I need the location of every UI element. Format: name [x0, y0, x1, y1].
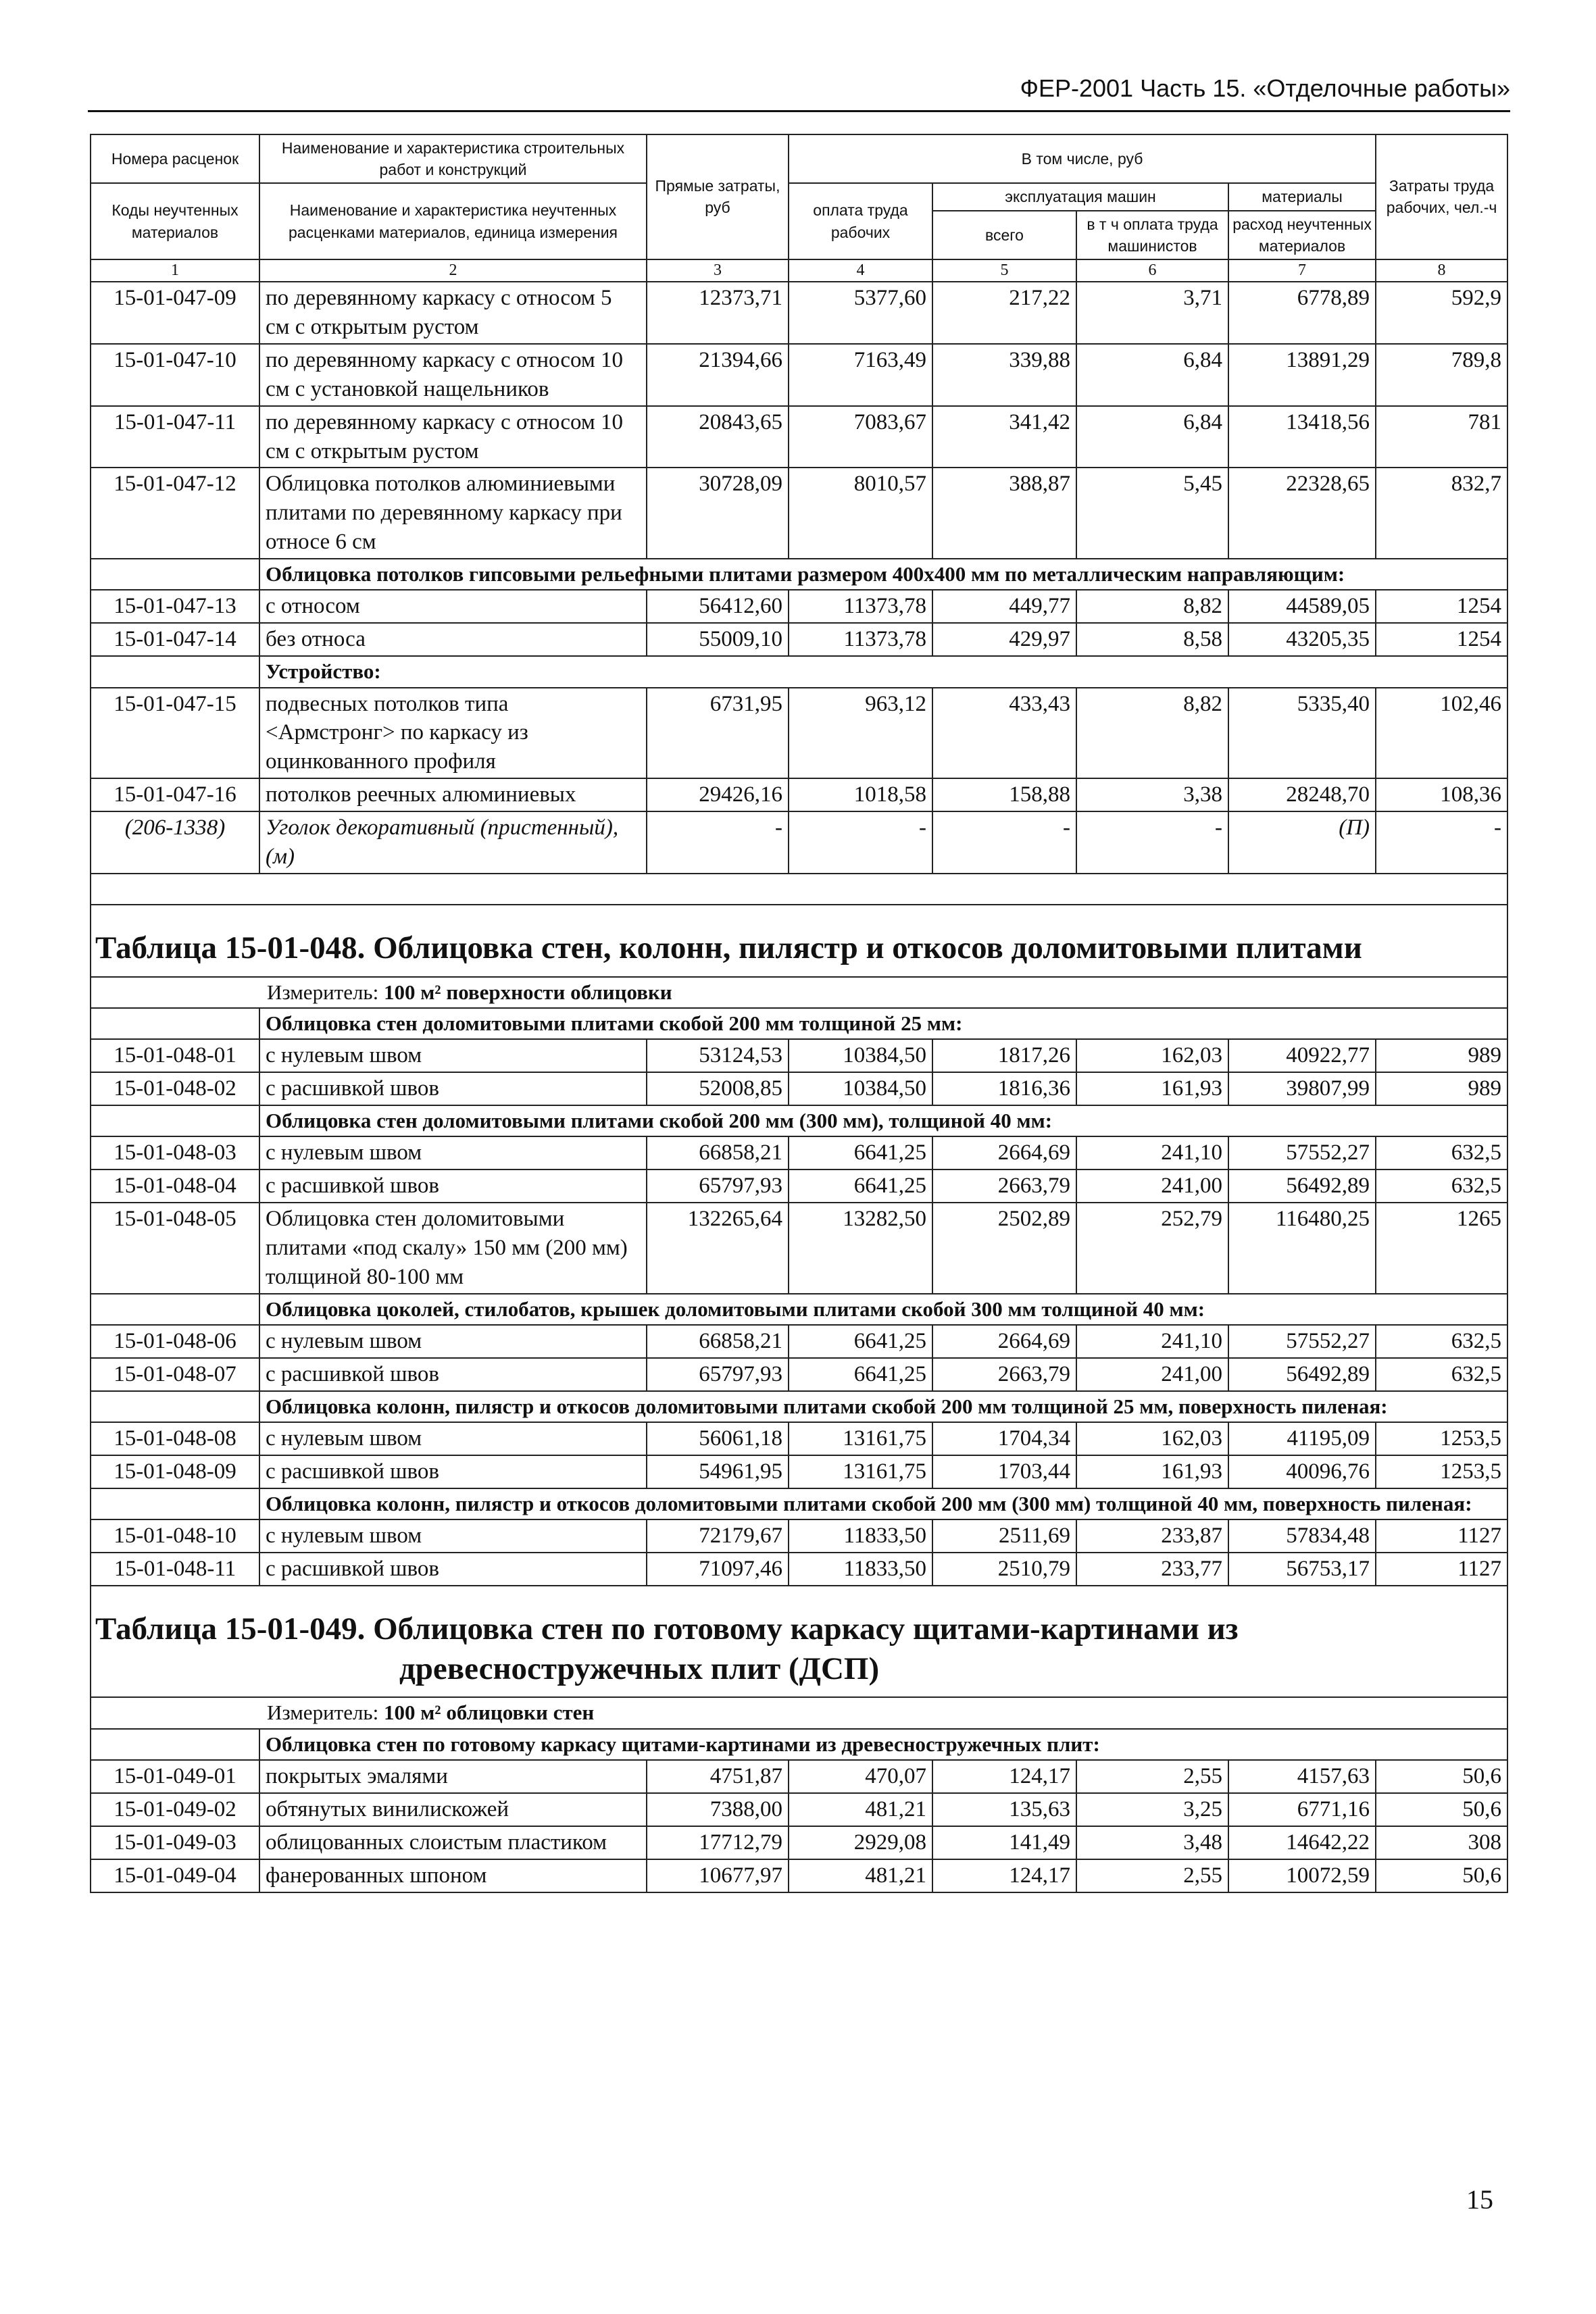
rate-code: 15-01-049-01 — [91, 1760, 259, 1793]
cost-value: 429,97 — [932, 623, 1076, 656]
cost-value: 7083,67 — [789, 406, 932, 468]
cost-value: 65797,93 — [647, 1358, 789, 1391]
cost-value: 1253,5 — [1376, 1422, 1507, 1455]
table-row — [91, 688, 1507, 779]
measure-label: Измеритель: — [267, 1701, 379, 1725]
rate-code: 15-01-048-04 — [91, 1169, 259, 1203]
cost-value: 4751,87 — [647, 1760, 789, 1793]
work-name: с относом — [259, 590, 647, 623]
rate-code: 15-01-048-11 — [91, 1553, 259, 1586]
cost-value: 56412,60 — [647, 590, 789, 623]
page-header: ФЕР-2001 Часть 15. «Отделочные работы» — [1020, 74, 1510, 102]
spacer — [91, 874, 1507, 905]
cost-value: 44589,05 — [1228, 590, 1376, 623]
cost-value: 388,87 — [932, 468, 1076, 559]
cost-value: 13891,29 — [1228, 344, 1376, 406]
cost-value: 124,17 — [932, 1760, 1076, 1793]
cost-value: 158,88 — [932, 778, 1076, 811]
cost-value: 632,5 — [1376, 1325, 1507, 1358]
rate-code: 15-01-049-03 — [91, 1826, 259, 1859]
table-row — [91, 1455, 1507, 1488]
cost-value: 13418,56 — [1228, 406, 1376, 468]
rate-code: 15-01-048-07 — [91, 1358, 259, 1391]
cost-value: 57552,27 — [1228, 1325, 1376, 1358]
cost-value: - — [789, 811, 932, 874]
cost-value: 57834,48 — [1228, 1519, 1376, 1553]
table-row — [91, 1039, 1507, 1072]
cost-value: 71097,46 — [647, 1553, 789, 1586]
blank-cell — [91, 559, 259, 590]
col-header-labor: Затраты труда рабочих, чел.-ч — [1376, 134, 1507, 259]
blank-cell — [91, 1008, 259, 1039]
cost-value: 241,10 — [1076, 1325, 1228, 1358]
measure-value: 100 м² облицовки стен — [383, 1701, 595, 1725]
section-heading: Облицовка потолков гипсовыми рельефными плитами размером 400х400 мм по металлическим направляющим: — [259, 559, 1507, 590]
blank-cell — [91, 1488, 259, 1519]
table-row — [91, 590, 1507, 623]
cost-value: 2510,79 — [932, 1553, 1076, 1586]
cost-value: 11373,78 — [789, 623, 932, 656]
cost-value: 6,84 — [1076, 406, 1228, 468]
cost-value: (П) — [1228, 811, 1376, 874]
rate-code: 15-01-048-03 — [91, 1136, 259, 1169]
cost-value: 6771,16 — [1228, 1793, 1376, 1826]
cost-value: 8010,57 — [789, 468, 932, 559]
cost-value: 8,58 — [1076, 623, 1228, 656]
rate-code: 15-01-049-02 — [91, 1793, 259, 1826]
cost-value: - — [647, 811, 789, 874]
cost-value: 43205,35 — [1228, 623, 1376, 656]
table-title-line: древесностружечных плит (ДСП) — [399, 1651, 880, 1686]
work-name: по деревянному каркасу с относом 10 см с открытым рустом — [259, 406, 647, 468]
cost-value: 41195,09 — [1228, 1422, 1376, 1455]
table-row — [91, 406, 1507, 468]
cost-value: 2663,79 — [932, 1358, 1076, 1391]
cost-value: 2663,79 — [932, 1169, 1076, 1203]
cost-value: 39807,99 — [1228, 1072, 1376, 1105]
table-row — [91, 344, 1507, 406]
col-header-operators-wages: в т ч оплата труда машинистов — [1076, 211, 1228, 259]
column-number: 4 — [789, 259, 932, 282]
section-heading: Облицовка стен доломитовыми плитами скобой 200 мм (300 мм), толщиной 40 мм: — [259, 1105, 1507, 1136]
table-row — [91, 1358, 1507, 1391]
table-row — [91, 778, 1507, 811]
table-row — [91, 1072, 1507, 1105]
column-number: 2 — [259, 259, 647, 282]
work-name: без относа — [259, 623, 647, 656]
work-name: по деревянному каркасу с относом 10 см с установкой нащельников — [259, 344, 647, 406]
col-header-group: В том числе, руб — [789, 134, 1376, 183]
cost-value: 161,93 — [1076, 1455, 1228, 1488]
cost-value: 13282,50 — [789, 1203, 932, 1294]
measure — [91, 977, 1507, 1008]
work-name: с расшивкой швов — [259, 1072, 647, 1105]
cost-value: 40096,76 — [1228, 1455, 1376, 1488]
rate-code: 15-01-047-11 — [91, 406, 259, 468]
table-row — [91, 1422, 1507, 1455]
work-name: Облицовка потолков алюминиевыми плитами по деревянному каркасу при относе 6 см — [259, 468, 647, 559]
cost-value: 6641,25 — [789, 1358, 932, 1391]
cost-value: 1703,44 — [932, 1455, 1076, 1488]
cost-value: 470,07 — [789, 1760, 932, 1793]
cost-value: 66858,21 — [647, 1136, 789, 1169]
rate-code: 15-01-048-08 — [91, 1422, 259, 1455]
col-header-direct-costs: Прямые затраты, руб — [647, 134, 789, 259]
cost-value: 1817,26 — [932, 1039, 1076, 1072]
cost-value: 56753,17 — [1228, 1553, 1376, 1586]
cost-value: 57552,27 — [1228, 1136, 1376, 1169]
cost-value: 116480,25 — [1228, 1203, 1376, 1294]
table-row — [91, 1826, 1507, 1859]
measure-row — [91, 977, 1507, 1008]
cost-value: 6,84 — [1076, 344, 1228, 406]
section-heading-row — [91, 1294, 1507, 1325]
cost-value: 29426,16 — [647, 778, 789, 811]
cost-value: 28248,70 — [1228, 778, 1376, 811]
cost-value: 54961,95 — [647, 1455, 789, 1488]
cost-value: 1127 — [1376, 1553, 1507, 1586]
rate-code: (206-1338) — [91, 811, 259, 874]
cost-value: 10072,59 — [1228, 1859, 1376, 1892]
table-row — [91, 468, 1507, 559]
work-name: фанерованных шпоном — [259, 1859, 647, 1892]
cost-value: 341,42 — [932, 406, 1076, 468]
measure-row — [91, 1697, 1507, 1728]
blank-cell — [91, 1294, 259, 1325]
section-heading: Облицовка стен по готовому каркасу щитами-картинами из древесностружечных плит: — [259, 1729, 1507, 1760]
table-row — [91, 1325, 1507, 1358]
cost-value: 632,5 — [1376, 1358, 1507, 1391]
blank-cell — [91, 1391, 259, 1422]
col-header-material-use: расход неучтенных материалов — [1228, 211, 1376, 259]
cost-value: - — [932, 811, 1076, 874]
cost-value: 12373,71 — [647, 282, 789, 344]
cost-value: 162,03 — [1076, 1422, 1228, 1455]
cost-value: 308 — [1376, 1826, 1507, 1859]
cost-value: 632,5 — [1376, 1169, 1507, 1203]
cost-value: 3,48 — [1076, 1826, 1228, 1859]
table-row — [91, 1203, 1507, 1294]
work-name: с расшивкой швов — [259, 1358, 647, 1391]
rate-code: 15-01-048-09 — [91, 1455, 259, 1488]
cost-value: 2664,69 — [932, 1136, 1076, 1169]
cost-value: 1704,34 — [932, 1422, 1076, 1455]
cost-value: 8,82 — [1076, 590, 1228, 623]
rate-code: 15-01-048-06 — [91, 1325, 259, 1358]
spacer-row — [91, 874, 1507, 905]
cost-value: 7163,49 — [789, 344, 932, 406]
cost-value: 10384,50 — [789, 1039, 932, 1072]
section-heading: Облицовка стен доломитовыми плитами скобой 200 мм толщиной 25 мм: — [259, 1008, 1507, 1039]
cost-value: 1254 — [1376, 623, 1507, 656]
work-name: подвесных потолков типа <Армстронг> по каркасу из оцинкованного профиля — [259, 688, 647, 779]
section-heading-row — [91, 656, 1507, 687]
cost-value: 781 — [1376, 406, 1507, 468]
cost-value: 1254 — [1376, 590, 1507, 623]
header-rule — [88, 110, 1510, 112]
cost-value: 2,55 — [1076, 1760, 1228, 1793]
cost-value: 8,82 — [1076, 688, 1228, 779]
rate-code: 15-01-049-04 — [91, 1859, 259, 1892]
work-name: Уголок декоративный (пристенный), (м) — [259, 811, 647, 874]
cost-value: 55009,10 — [647, 623, 789, 656]
cost-value: - — [1076, 811, 1228, 874]
cost-value: 50,6 — [1376, 1859, 1507, 1892]
col-header-materials: материалы — [1228, 183, 1376, 210]
col-header-material-name: Наименование и характеристика неучтенных расценками материалов, единица измерения — [259, 183, 647, 259]
measure-value: 100 м² поверхности облицовки — [383, 980, 672, 1004]
cost-value: 11373,78 — [789, 590, 932, 623]
cost-value: 481,21 — [789, 1859, 932, 1892]
cost-value: 13161,75 — [789, 1455, 932, 1488]
rate-code: 15-01-048-05 — [91, 1203, 259, 1294]
cost-value: 6641,25 — [789, 1169, 932, 1203]
cost-value: 52008,85 — [647, 1072, 789, 1105]
measure — [91, 1697, 1507, 1728]
cost-value: 30728,09 — [647, 468, 789, 559]
cost-value: 11833,50 — [789, 1519, 932, 1553]
table-title-line: Таблица 15-01-048. Облицовка стен, колонн, пилястр и откосов доломитовыми плитами — [95, 930, 1362, 965]
cost-value: 17712,79 — [647, 1826, 789, 1859]
cost-value: 124,17 — [932, 1859, 1076, 1892]
cost-value: 789,8 — [1376, 344, 1507, 406]
cost-value: 40922,77 — [1228, 1039, 1376, 1072]
cost-value: 66858,21 — [647, 1325, 789, 1358]
cost-value: 1018,58 — [789, 778, 932, 811]
table-row — [91, 1760, 1507, 1793]
cost-value: 72179,67 — [647, 1519, 789, 1553]
cost-value: 963,12 — [789, 688, 932, 779]
table-row — [91, 1859, 1507, 1892]
table-row — [91, 282, 1507, 344]
section-heading-row — [91, 1391, 1507, 1422]
col-header-codes: Номера расценок — [91, 134, 259, 183]
cost-value: 339,88 — [932, 344, 1076, 406]
rate-code: 15-01-047-15 — [91, 688, 259, 779]
cost-value: 1816,36 — [932, 1072, 1076, 1105]
cost-value: 233,77 — [1076, 1553, 1228, 1586]
cost-value: 7388,00 — [647, 1793, 789, 1826]
cost-value: 989 — [1376, 1072, 1507, 1105]
cost-value: 3,38 — [1076, 778, 1228, 811]
column-number: 3 — [647, 259, 789, 282]
cost-value: 3,25 — [1076, 1793, 1228, 1826]
cost-value: 3,71 — [1076, 282, 1228, 344]
work-name: облицованных слоистым пластиком — [259, 1826, 647, 1859]
rate-code: 15-01-047-10 — [91, 344, 259, 406]
cost-value: - — [1376, 811, 1507, 874]
cost-value: 132265,64 — [647, 1203, 789, 1294]
section-heading: Облицовка колонн, пилястр и откосов доломитовыми плитами скобой 200 мм толщиной 25 мм, поверхность пиленая: — [259, 1391, 1507, 1422]
cost-value: 989 — [1376, 1039, 1507, 1072]
cost-value: 481,21 — [789, 1793, 932, 1826]
cost-value: 20843,65 — [647, 406, 789, 468]
cost-value: 50,6 — [1376, 1793, 1507, 1826]
table-row — [91, 1519, 1507, 1553]
cost-value: 14642,22 — [1228, 1826, 1376, 1859]
section-heading: Устройство: — [259, 656, 1507, 687]
section-heading-row — [91, 1488, 1507, 1519]
rate-code: 15-01-047-09 — [91, 282, 259, 344]
work-name: с расшивкой швов — [259, 1553, 647, 1586]
col-header-name: Наименование и характеристика строительных работ и конструкций — [259, 134, 647, 183]
cost-value: 11833,50 — [789, 1553, 932, 1586]
column-number: 8 — [1376, 259, 1507, 282]
cost-value: 2664,69 — [932, 1325, 1076, 1358]
rate-code: 15-01-047-12 — [91, 468, 259, 559]
cost-value: 141,49 — [932, 1826, 1076, 1859]
cost-value: 6641,25 — [789, 1136, 932, 1169]
rates-table — [90, 134, 1508, 1893]
work-name: с нулевым швом — [259, 1519, 647, 1553]
cost-value: 56061,18 — [647, 1422, 789, 1455]
cost-value: 2502,89 — [932, 1203, 1076, 1294]
section-heading-row — [91, 559, 1507, 590]
cost-value: 1253,5 — [1376, 1455, 1507, 1488]
column-number: 1 — [91, 259, 259, 282]
cost-value: 162,03 — [1076, 1039, 1228, 1072]
work-name: с расшивкой швов — [259, 1455, 647, 1488]
cost-value: 22328,65 — [1228, 468, 1376, 559]
work-name: покрытых эмалями — [259, 1760, 647, 1793]
cost-value: 592,9 — [1376, 282, 1507, 344]
blank-cell — [91, 1729, 259, 1760]
work-name: с расшивкой швов — [259, 1169, 647, 1203]
cost-value: 2511,69 — [932, 1519, 1076, 1553]
column-number: 7 — [1228, 259, 1376, 282]
col-header-machines-total: всего — [932, 211, 1076, 259]
table-title-row — [91, 905, 1507, 977]
work-name: по деревянному каркасу с относом 5 см с открытым рустом — [259, 282, 647, 344]
cost-value: 4157,63 — [1228, 1760, 1376, 1793]
cost-value: 832,7 — [1376, 468, 1507, 559]
cost-value: 108,36 — [1376, 778, 1507, 811]
rate-code: 15-01-047-14 — [91, 623, 259, 656]
page-number: 15 — [1466, 2184, 1493, 2215]
rate-code: 15-01-047-13 — [91, 590, 259, 623]
cost-value: 217,22 — [932, 282, 1076, 344]
work-name: Облицовка стен доломитовыми плитами «под скалу» 150 мм (200 мм) толщиной 80-100 мм — [259, 1203, 647, 1294]
column-number: 6 — [1076, 259, 1228, 282]
cost-value: 10384,50 — [789, 1072, 932, 1105]
cost-value: 50,6 — [1376, 1760, 1507, 1793]
cost-value: 1265 — [1376, 1203, 1507, 1294]
section-heading-row — [91, 1008, 1507, 1039]
cost-value: 252,79 — [1076, 1203, 1228, 1294]
table-row — [91, 1553, 1507, 1586]
table-title-row — [91, 1586, 1507, 1698]
cost-value: 161,93 — [1076, 1072, 1228, 1105]
section-heading-row — [91, 1105, 1507, 1136]
cost-value: 53124,53 — [647, 1039, 789, 1072]
cost-value: 233,87 — [1076, 1519, 1228, 1553]
table-row — [91, 1169, 1507, 1203]
cost-value: 6778,89 — [1228, 282, 1376, 344]
section-heading: Облицовка цоколей, стилобатов, крышек доломитовыми плитами скобой 300 мм толщиной 40 мм: — [259, 1294, 1507, 1325]
blank-cell — [91, 656, 259, 687]
rate-code: 15-01-048-02 — [91, 1072, 259, 1105]
cost-value: 6641,25 — [789, 1325, 932, 1358]
column-number: 5 — [932, 259, 1076, 282]
cost-value: 21394,66 — [647, 344, 789, 406]
table-title-line: Таблица 15-01-049. Облицовка стен по готовому каркасу щитами-картинами из — [95, 1611, 1239, 1646]
cost-value: 2929,08 — [789, 1826, 932, 1859]
cost-value: 241,00 — [1076, 1169, 1228, 1203]
section-heading: Облицовка колонн, пилястр и откосов доломитовыми плитами скобой 200 мм (300 мм) толщиной 40 мм, поверхность пиленая: — [259, 1488, 1507, 1519]
blank-cell — [91, 1105, 259, 1136]
cost-value: 65797,93 — [647, 1169, 789, 1203]
work-name: потолков реечных алюминиевых — [259, 778, 647, 811]
cost-value: 5377,60 — [789, 282, 932, 344]
cost-value: 5335,40 — [1228, 688, 1376, 779]
cost-value: 2,55 — [1076, 1859, 1228, 1892]
work-name: обтянутых винилискожей — [259, 1793, 647, 1826]
table-title — [91, 1586, 1507, 1698]
cost-value: 135,63 — [932, 1793, 1076, 1826]
cost-value: 56492,89 — [1228, 1358, 1376, 1391]
table-title — [91, 905, 1507, 977]
table-row — [91, 811, 1507, 874]
measure-label: Измеритель: — [267, 980, 379, 1004]
col-header-material-codes: Коды неучтенных материалов — [91, 183, 259, 259]
cost-value: 433,43 — [932, 688, 1076, 779]
rate-code: 15-01-048-10 — [91, 1519, 259, 1553]
work-name: с нулевым швом — [259, 1039, 647, 1072]
table-row — [91, 1793, 1507, 1826]
cost-value: 241,10 — [1076, 1136, 1228, 1169]
col-header-wages: оплата труда рабочих — [789, 183, 932, 259]
table-row — [91, 623, 1507, 656]
rate-code: 15-01-048-01 — [91, 1039, 259, 1072]
cost-value: 241,00 — [1076, 1358, 1228, 1391]
table-row — [91, 1136, 1507, 1169]
col-header-machines: эксплуатация машин — [932, 183, 1228, 210]
cost-value: 56492,89 — [1228, 1169, 1376, 1203]
cost-value: 5,45 — [1076, 468, 1228, 559]
cost-value: 1127 — [1376, 1519, 1507, 1553]
cost-value: 6731,95 — [647, 688, 789, 779]
cost-value: 632,5 — [1376, 1136, 1507, 1169]
work-name: с нулевым швом — [259, 1136, 647, 1169]
work-name: с нулевым швом — [259, 1325, 647, 1358]
rate-code: 15-01-047-16 — [91, 778, 259, 811]
work-name: с нулевым швом — [259, 1422, 647, 1455]
section-heading-row — [91, 1729, 1507, 1760]
cost-value: 102,46 — [1376, 688, 1507, 779]
cost-value: 449,77 — [932, 590, 1076, 623]
cost-value: 13161,75 — [789, 1422, 932, 1455]
cost-value: 10677,97 — [647, 1859, 789, 1892]
